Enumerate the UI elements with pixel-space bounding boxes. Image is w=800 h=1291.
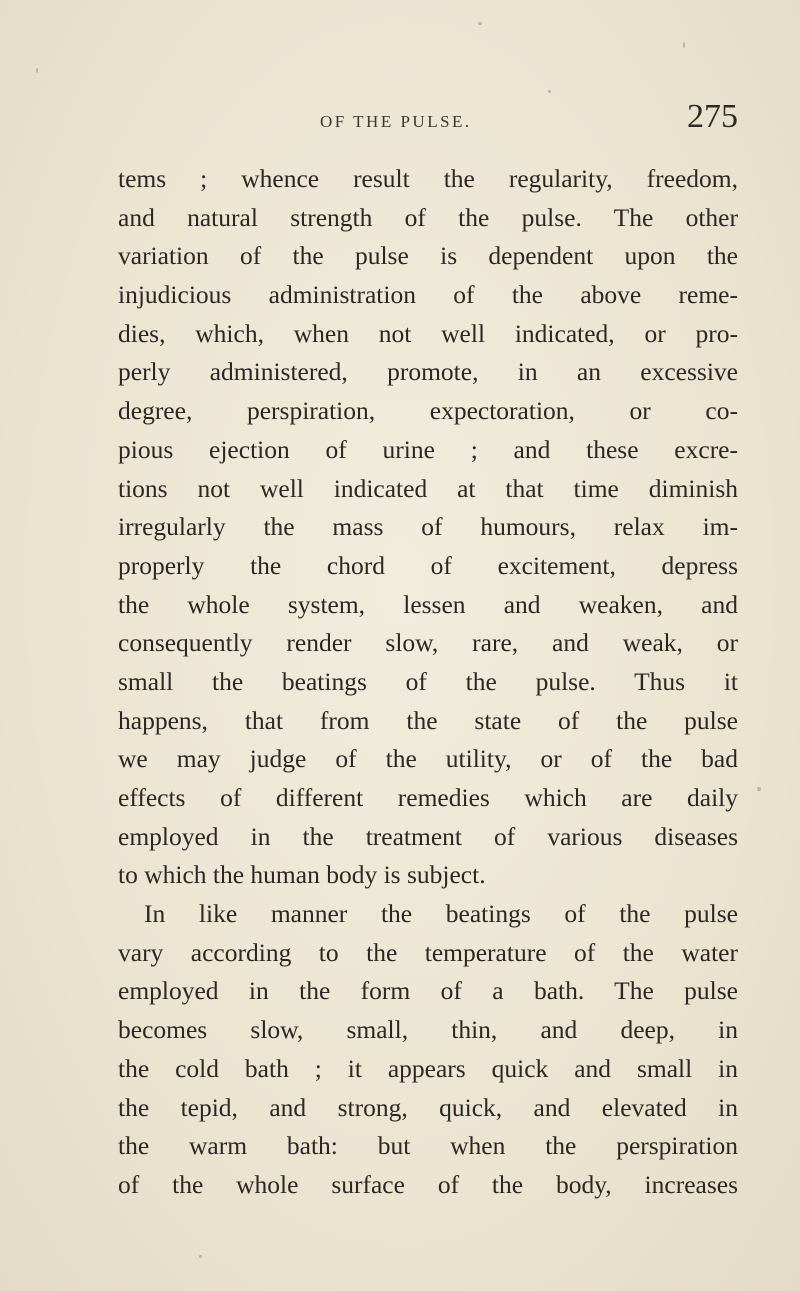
text-line: employed in the form of a bath. The pulse [118, 976, 738, 1006]
text-line: vary according to the temperature of the water [118, 937, 738, 967]
page-number: 275 [687, 98, 738, 135]
text-line: In like manner the beatings of the pulse [144, 899, 738, 929]
text-line: of the whole surface of the body, increases [118, 1169, 738, 1199]
paper-speck [36, 68, 38, 73]
text-line: and natural strength of the pulse. The other [118, 202, 738, 232]
running-title: OF THE PULSE. [320, 112, 472, 131]
text-line: pious ejection of urine ; and these excre- [118, 434, 738, 464]
text-line: properly the chord of excitement, depress [118, 550, 738, 580]
text-line: to which the human body is subject. [118, 860, 486, 890]
text-line: employed in the treatment of various diseases [118, 821, 738, 851]
running-head [118, 98, 738, 146]
text-line: becomes slow, small, thin, and deep, in [118, 1015, 738, 1045]
paper-speck [478, 22, 482, 25]
text-line: degree, perspiration, expectoration, or co- [118, 396, 738, 426]
text-line: small the beatings of the pulse. Thus it [118, 666, 738, 696]
text-line: injudicious administration of the above reme- [118, 280, 738, 310]
text-line: dies, which, when not well indicated, or pro- [118, 318, 738, 348]
text-line: effects of different remedies which are daily [118, 783, 738, 812]
text-line: we may judge of the utility, or of the bad [118, 744, 738, 774]
text-line: happens, that from the state of the pulse [118, 705, 738, 735]
text-line: variation of the pulse is dependent upon the [118, 241, 738, 271]
text-line: perly administered, promote, in an excessive [118, 357, 738, 387]
text-line: irregularly the mass of humours, relax im- [118, 512, 738, 542]
paper-speck [199, 1255, 202, 1258]
text-line: the cold bath ; it appears quick and small in [118, 1053, 738, 1083]
text-line: the warm bath: but when the perspiration [118, 1131, 738, 1161]
text-line: consequently render slow, rare, and weak, or [118, 628, 738, 658]
text-line: tions not well indicated at that time diminish [118, 473, 738, 503]
text-line: the whole system, lessen and weaken, and [118, 589, 738, 619]
text-line: the tepid, and strong, quick, and elevated in [118, 1092, 738, 1122]
paper-speck [548, 90, 551, 93]
paper-speck [757, 787, 761, 791]
text-line: tems ; whence result the regularity, freedom, [118, 164, 738, 193]
paper-speck [683, 42, 685, 48]
body-text [118, 160, 738, 1205]
